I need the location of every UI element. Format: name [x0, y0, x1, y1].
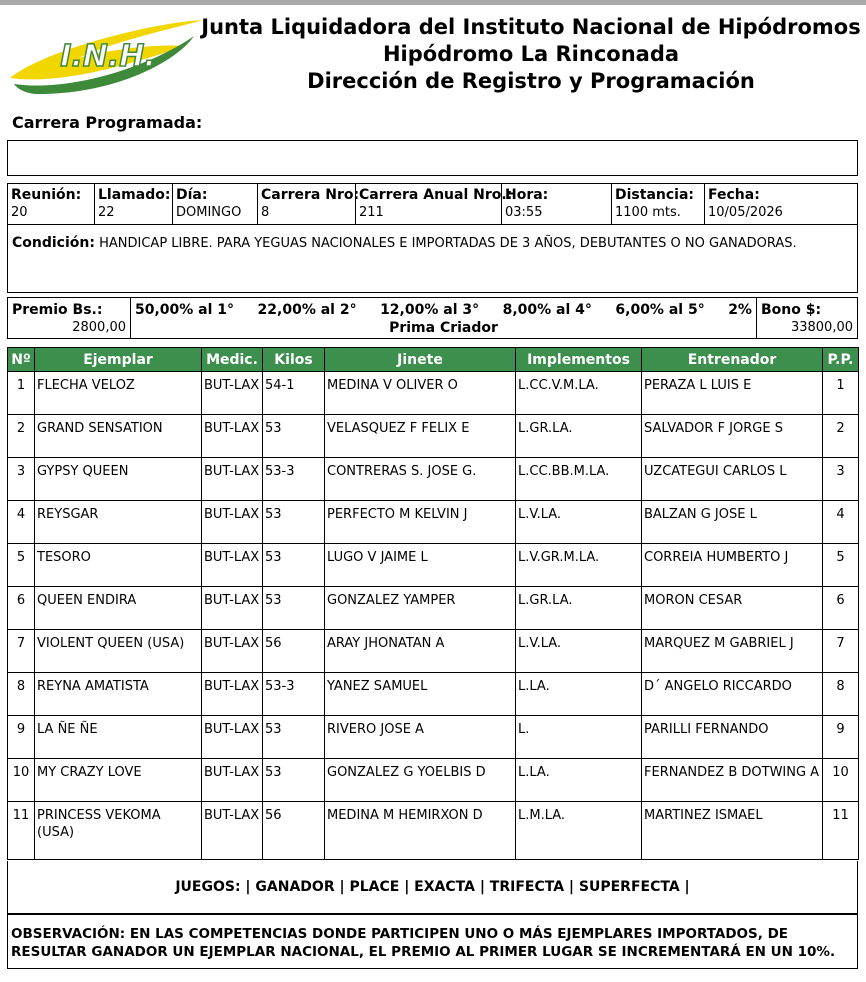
cell-jinete: ARAY JHONATAN A [325, 630, 516, 673]
cell-ejemplar: REYNA AMATISTA [35, 673, 202, 716]
cell-implementos: L.GR.LA. [516, 415, 642, 458]
reunion-label: Reunión: [11, 187, 82, 203]
premio-3rd: 12,00% al 3° [380, 302, 480, 318]
cell-medic: BUT-LAX [202, 716, 263, 759]
cell-medic: BUT-LAX [202, 372, 263, 415]
cell-implementos: L.GR.LA. [516, 587, 642, 630]
reunion-cell [8, 184, 95, 224]
cell-medic: BUT-LAX [202, 630, 263, 673]
top-border [0, 0, 866, 5]
bono-cell [757, 298, 857, 338]
cell-medic: BUT-LAX [202, 759, 263, 802]
reunion-value: 20 [11, 205, 28, 220]
premio-4th: 8,00% al 4° [502, 302, 592, 318]
cell-entrenador: D´ ANGELO RICCARDO [642, 673, 823, 716]
cell-ejemplar: VIOLENT QUEEN (USA) [35, 630, 202, 673]
cell-num: 7 [8, 630, 35, 673]
cell-kilos: 53 [263, 415, 325, 458]
hora-cell [502, 184, 612, 224]
cell-ejemplar: PRINCESS VEKOMA (USA) [35, 802, 202, 860]
cell-entrenador: SALVADOR F JORGE S [642, 415, 823, 458]
dia-label: Día: [176, 187, 208, 203]
cell-kilos: 53 [263, 716, 325, 759]
cell-pp: 3 [823, 458, 859, 501]
carrera-nro-label: Carrera Nro: [261, 187, 360, 203]
col-header-ejemplar: Ejemplar [35, 348, 202, 372]
premio-5th: 6,00% al 5° [615, 302, 705, 318]
criador-pct: 2% [728, 302, 752, 318]
race-info-row [7, 183, 858, 225]
table-row [8, 415, 859, 458]
cell-ejemplar: GYPSY QUEEN [35, 458, 202, 501]
prima-criador: Prima Criador [389, 320, 498, 336]
carrera-programada-label: Carrera Programada: [12, 113, 203, 132]
col-header-medic: Medic. [202, 348, 263, 372]
cell-num: 1 [8, 372, 35, 415]
carrera-programada-box [7, 140, 858, 176]
cell-pp: 2 [823, 415, 859, 458]
cell-pp: 8 [823, 673, 859, 716]
cell-ejemplar: FLECHA VELOZ [35, 372, 202, 415]
cell-jinete: YANEZ SAMUEL [325, 673, 516, 716]
col-header-pp: P.P. [823, 348, 859, 372]
cell-entrenador: MORON CESAR [642, 587, 823, 630]
cell-jinete: GONZALEZ YAMPER [325, 587, 516, 630]
distancia-value: 1100 mts. [615, 205, 681, 220]
carrera-nro-cell [258, 184, 360, 224]
cell-ejemplar: GRAND SENSATION [35, 415, 202, 458]
cell-kilos: 54-1 [263, 372, 325, 415]
cell-entrenador: CORREIA HUMBERTO J [642, 544, 823, 587]
cell-implementos: L.V.LA. [516, 501, 642, 544]
premio-distribution [131, 298, 757, 338]
premio-row [7, 297, 858, 339]
cell-entrenador: MARQUEZ M GABRIEL J [642, 630, 823, 673]
cell-num: 5 [8, 544, 35, 587]
cell-ejemplar: TESORO [35, 544, 202, 587]
table-row [8, 802, 859, 860]
cell-kilos: 56 [263, 802, 325, 860]
juegos-line: JUEGOS: | GANADOR | PLACE | EXACTA | TRIFECTA | SUPERFECTA | [7, 861, 858, 914]
table-row [8, 544, 859, 587]
cell-pp: 6 [823, 587, 859, 630]
col-header-jinete: Jinete [325, 348, 516, 372]
cell-pp: 7 [823, 630, 859, 673]
col-header-implementos: Implementos [516, 348, 642, 372]
fecha-label: Fecha: [708, 187, 760, 203]
title-line-3: Dirección de Registro y Programación [307, 69, 755, 93]
carrera-anual-label: Carrera Anual Nro.: [359, 187, 513, 203]
col-header-kilos: Kilos [263, 348, 325, 372]
cell-implementos: L.CC.V.M.LA. [516, 372, 642, 415]
cell-implementos: L.LA. [516, 673, 642, 716]
cell-num: 6 [8, 587, 35, 630]
cell-jinete: CONTRERAS S. JOSE G. [325, 458, 516, 501]
cell-implementos: L. [516, 716, 642, 759]
premio-value: 2800,00 [72, 320, 126, 335]
cell-jinete: LUGO V JAIME L [325, 544, 516, 587]
cell-implementos: L.V.GR.M.LA. [516, 544, 642, 587]
cell-entrenador: UZCATEGUI CARLOS L [642, 458, 823, 501]
logo-text: I.N.H. [60, 39, 156, 74]
cell-implementos: L.M.LA. [516, 802, 642, 860]
title-line-1: Junta Liquidadora del Instituto Nacional de Hipódromos [201, 15, 861, 39]
distancia-cell [612, 184, 705, 224]
table-row [8, 716, 859, 759]
table-row [8, 673, 859, 716]
bono-label: Bono $: [761, 302, 822, 318]
llamado-label: Llamado: [98, 187, 171, 203]
page-header [196, 14, 866, 95]
cell-num: 9 [8, 716, 35, 759]
col-header-entrenador: Entrenador [642, 348, 823, 372]
table-row [8, 501, 859, 544]
premio-2nd: 22,00% al 2° [257, 302, 357, 318]
cell-pp: 11 [823, 802, 859, 860]
cell-medic: BUT-LAX [202, 415, 263, 458]
cell-entrenador: BALZAN G JOSE L [642, 501, 823, 544]
cell-medic: BUT-LAX [202, 673, 263, 716]
llamado-cell [95, 184, 173, 224]
cell-pp: 10 [823, 759, 859, 802]
cell-jinete: RIVERO JOSE A [325, 716, 516, 759]
cell-jinete: PERFECTO M KELVIN J [325, 501, 516, 544]
cell-ejemplar: LA ÑE ÑE [35, 716, 202, 759]
distancia-label: Distancia: [615, 187, 695, 203]
dia-cell [173, 184, 258, 224]
cell-medic: BUT-LAX [202, 587, 263, 630]
inh-logo [8, 14, 204, 98]
fecha-cell [705, 184, 857, 224]
cell-kilos: 53-3 [263, 458, 325, 501]
cell-implementos: L.LA. [516, 759, 642, 802]
cell-kilos: 56 [263, 630, 325, 673]
cell-ejemplar: REYSGAR [35, 501, 202, 544]
cell-kilos: 53-3 [263, 673, 325, 716]
cell-entrenador: MARTINEZ ISMAEL [642, 802, 823, 860]
cell-jinete: GONZALEZ G YOELBIS D [325, 759, 516, 802]
observacion-note: OBSERVACIÓN: EN LAS COMPETENCIAS DONDE PARTICIPEN UNO O MÁS EJEMPLARES IMPORTADOS, DE RESULTAR GANADOR UN EJEMPLAR NACIONAL, EL PREMIO AL PRIMER LUGAR SE INCREMENTARÁ EN UN 10%. [7, 914, 858, 969]
cell-implementos: L.CC.BB.M.LA. [516, 458, 642, 501]
table-row [8, 587, 859, 630]
fecha-value: 10/05/2026 [708, 205, 783, 220]
premio-label: Premio Bs.: [12, 302, 103, 318]
cell-implementos: L.V.LA. [516, 630, 642, 673]
table-row [8, 759, 859, 802]
cell-num: 8 [8, 673, 35, 716]
cell-pp: 9 [823, 716, 859, 759]
premio-1st: 50,00% al 1° [135, 302, 235, 318]
table-row [8, 458, 859, 501]
cell-medic: BUT-LAX [202, 544, 263, 587]
col-header-num: Nº [8, 348, 35, 372]
cell-ejemplar: QUEEN ENDIRA [35, 587, 202, 630]
title-line-2: Hipódromo La Rinconada [382, 42, 680, 66]
carrera-anual-cell [356, 184, 513, 224]
cell-entrenador: FERNANDEZ B DOTWING A [642, 759, 823, 802]
cell-num: 4 [8, 501, 35, 544]
carrera-anual-value: 211 [359, 205, 384, 220]
cell-kilos: 53 [263, 587, 325, 630]
hora-value: 03:55 [505, 205, 543, 220]
cell-num: 3 [8, 458, 35, 501]
table-row [8, 372, 859, 415]
condicion-box [7, 225, 858, 293]
dia-value: DOMINGO [176, 205, 242, 220]
cell-pp: 1 [823, 372, 859, 415]
cell-entrenador: PERAZA L LUIS E [642, 372, 823, 415]
premio-cell [8, 298, 131, 338]
hora-label: Hora: [505, 187, 549, 203]
cell-pp: 5 [823, 544, 859, 587]
cell-num: 10 [8, 759, 35, 802]
cell-kilos: 53 [263, 501, 325, 544]
condicion-label: Condición: [12, 235, 95, 251]
entries-table [7, 347, 859, 860]
carrera-nro-value: 8 [261, 205, 270, 220]
cell-num: 11 [8, 802, 35, 860]
condicion-text: HANDICAP LIBRE. PARA YEGUAS NACIONALES E IMPORTADAS DE 3 AÑOS, DEBUTANTES O NO GANADORAS. [99, 236, 797, 251]
cell-medic: BUT-LAX [202, 802, 263, 860]
cell-jinete: VELASQUEZ F FELIX E [325, 415, 516, 458]
cell-pp: 4 [823, 501, 859, 544]
cell-jinete: MEDINA M HEMIRXON D [325, 802, 516, 860]
cell-num: 2 [8, 415, 35, 458]
cell-ejemplar: MY CRAZY LOVE [35, 759, 202, 802]
table-row [8, 630, 859, 673]
cell-kilos: 53 [263, 759, 325, 802]
cell-medic: BUT-LAX [202, 501, 263, 544]
cell-jinete: MEDINA V OLIVER O [325, 372, 516, 415]
llamado-value: 22 [98, 205, 115, 220]
table-header-row [8, 348, 859, 372]
bono-value: 33800,00 [790, 320, 853, 335]
cell-entrenador: PARILLI FERNANDO [642, 716, 823, 759]
cell-medic: BUT-LAX [202, 458, 263, 501]
cell-kilos: 53 [263, 544, 325, 587]
